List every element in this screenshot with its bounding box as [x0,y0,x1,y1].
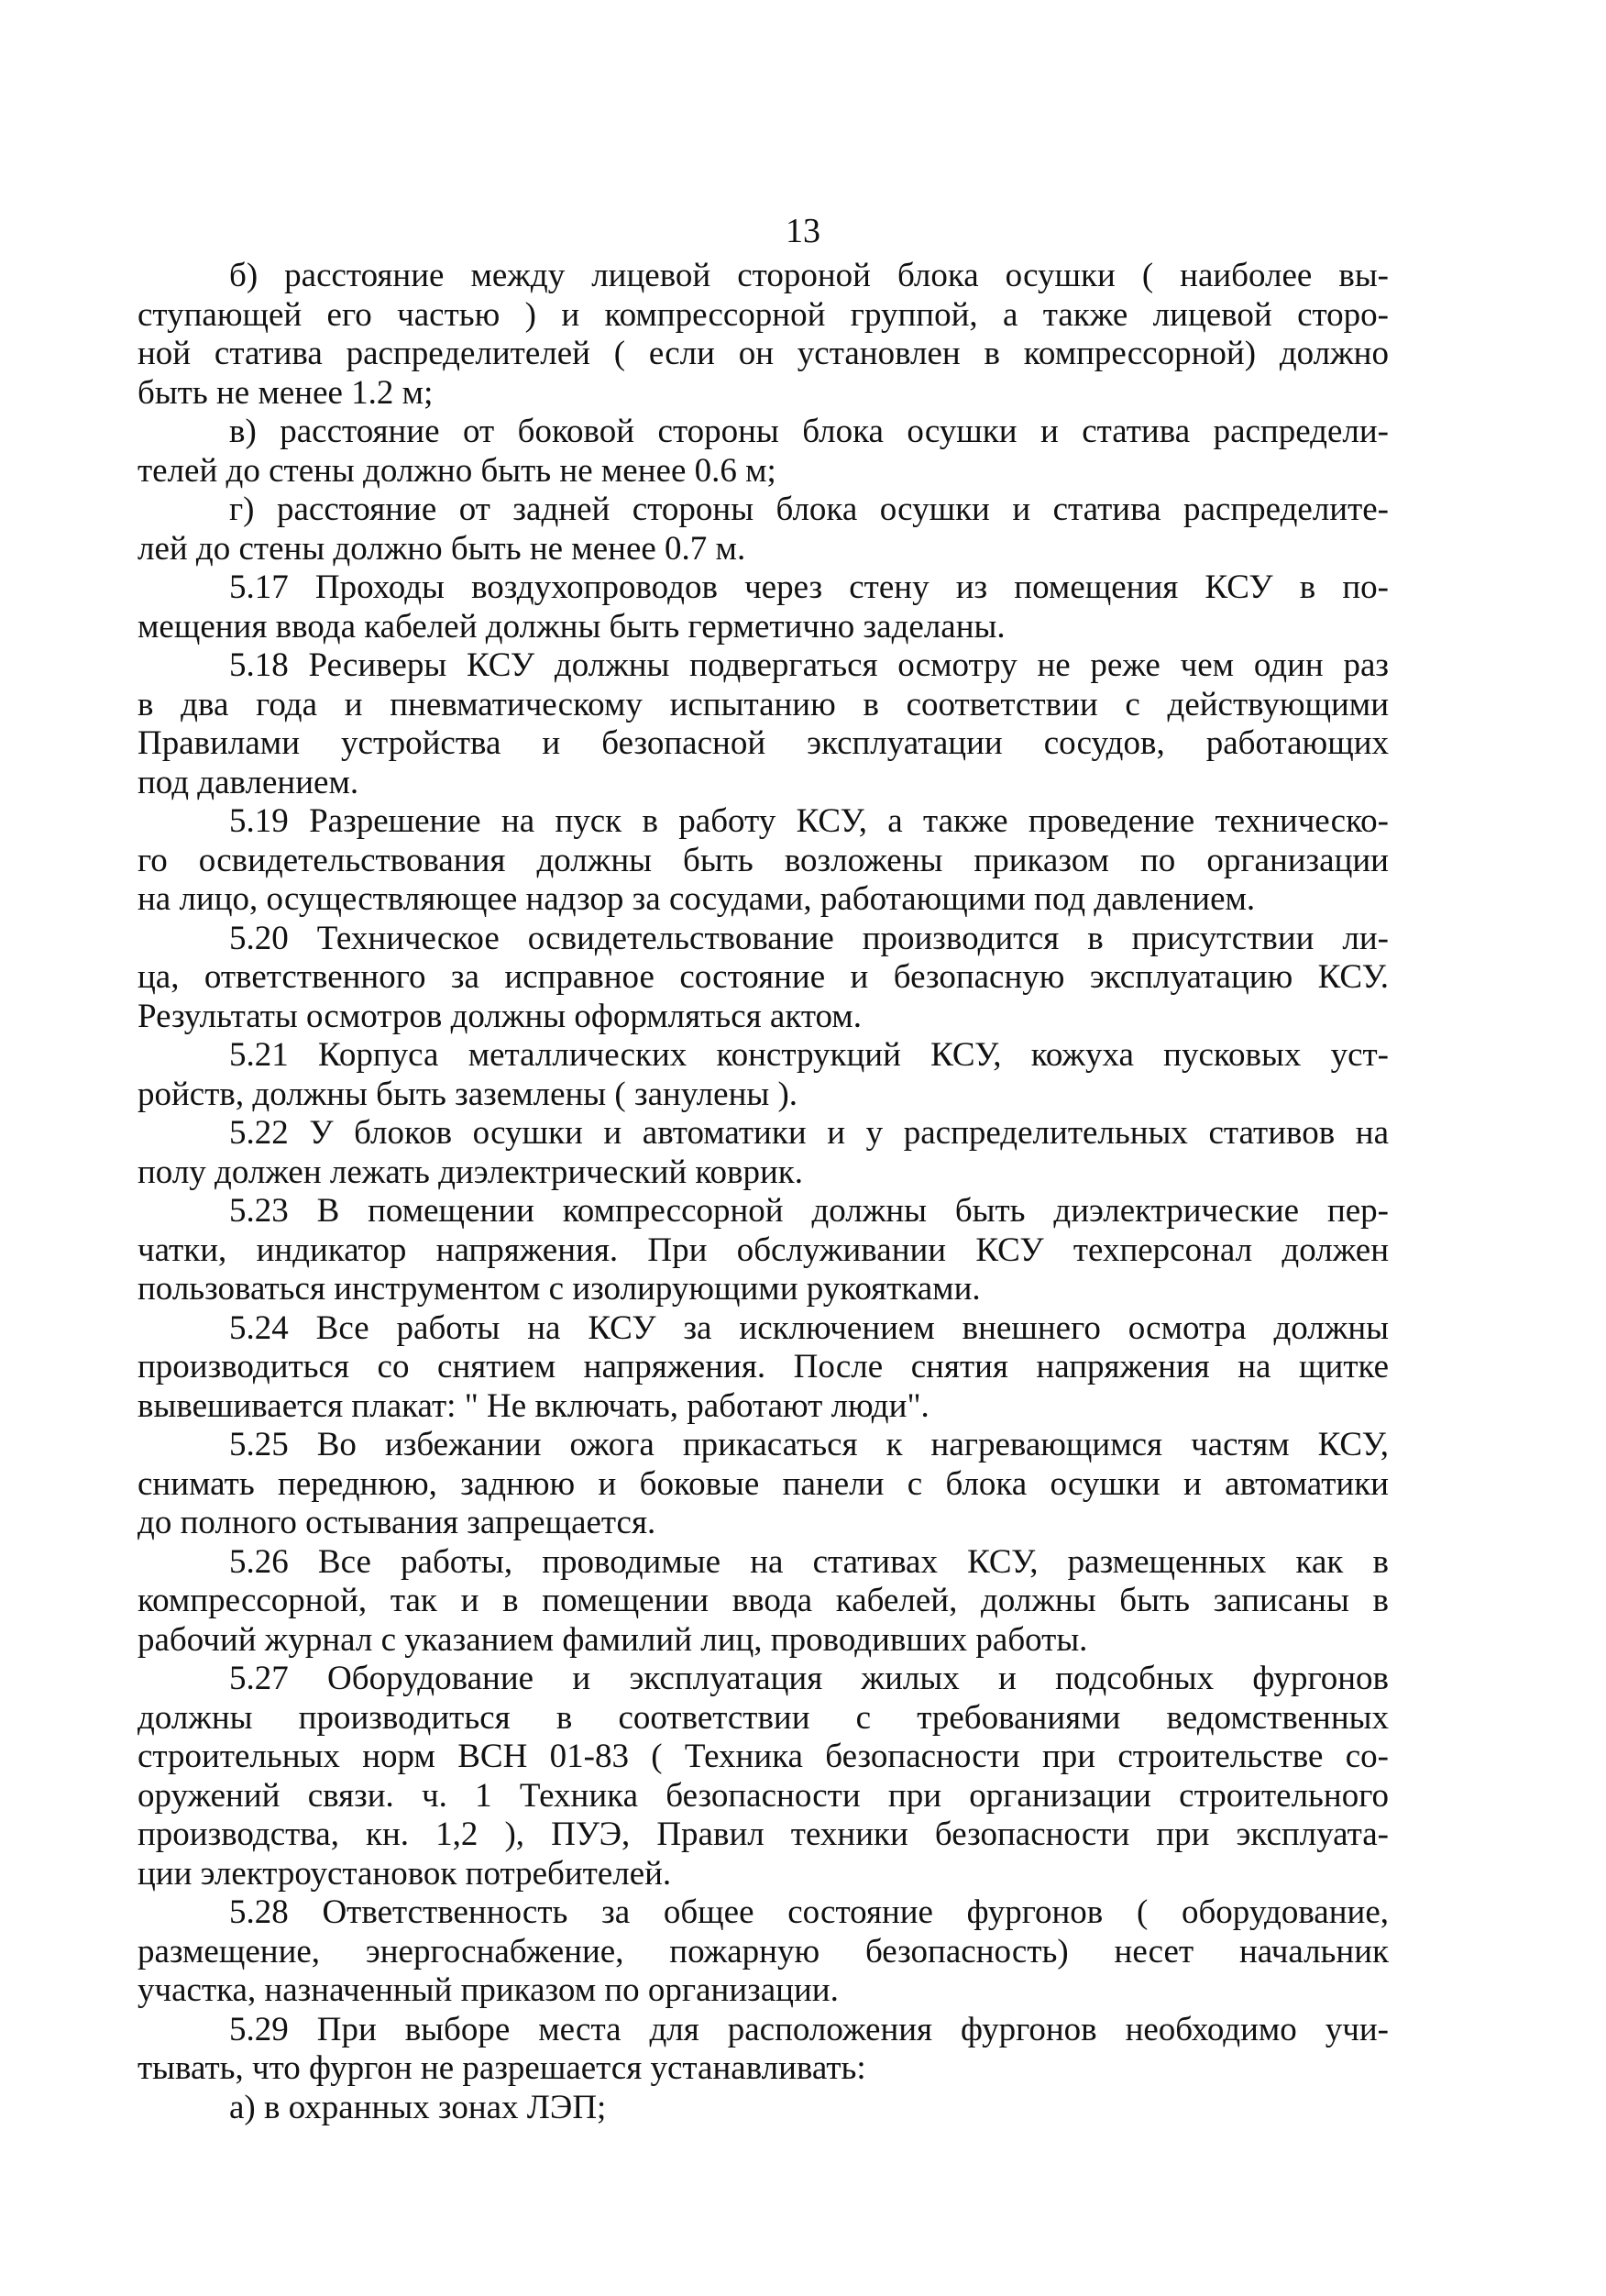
text-line: б) расстояние между лицевой стороной блока осушки ( наиболее вы- [229,257,1389,294]
text-line: строительных норм ВСН 01-83 ( Техника безопасности при строительстве со- [138,1738,1389,1775]
text-line: ции электроустановок потребителей. [138,1854,672,1893]
text-line: г) расстояние от задней стороны блока осушки и статива распределите- [229,491,1389,528]
text-line: пользоваться инструментом с изолирующими рукоятками. [138,1270,981,1308]
text-line: компрессорной, так и в помещении ввода кабелей, должны быть записаны в [138,1582,1389,1619]
text-line: размещение, энергоснабжение, пожарную безопасность) несет начальник [138,1932,1389,1970]
text-line: 5.24 Все работы на КСУ за исключением внешнего осмотра должны [229,1308,1389,1347]
text-line: быть не менее 1.2 м; [138,373,434,412]
text-line: 5.25 Во избежании ожога прикасаться к нагревающимся частям КСУ, [229,1426,1389,1463]
text-line: оружений связи. ч. 1 Техника безопасности при организации строительного [138,1776,1389,1815]
text-line: го освидетельствования должны быть возложены приказом по организации [138,841,1389,879]
text-line: чатки, индикатор напряжения. При обслуживании КСУ техперсонал должен [138,1231,1389,1269]
text-line: рабочий журнал с указанием фамилий лиц, проводивших работы. [138,1620,1088,1659]
text-line: полу должен лежать диэлектрический коврик. [138,1153,804,1191]
text-line: 5.21 Корпуса металлических конструкций КСУ, кожуха пусковых уст- [229,1036,1389,1074]
text-line: вывешивается плакат: " Не включать, работают люди". [138,1386,930,1425]
text-line: телей до стены должно быть не менее 0.6 м; [138,451,776,490]
text-line: должны производиться в соответствии с требованиями ведомственных [138,1698,1389,1737]
body-text [138,257,1389,2127]
text-line: ройств, должны быть заземлены ( занулены ). [138,1075,798,1113]
text-line: ступающей его частью ) и компрессорной группой, а также лицевой сторо- [138,295,1389,334]
text-line: Правилами устройства и безопасной эксплуатации сосудов, работающих [138,724,1389,762]
text-line: в два года и пневматическому испытанию в соответствии с действующими [138,685,1389,723]
text-line: под давлением. [138,763,359,801]
text-line: 5.19 Разрешение на пуск в работу КСУ, а также проведение техническо- [229,802,1389,840]
text-line: до полного остывания запрещается. [138,1504,656,1541]
text-line: производиться со снятием напряжения. После снятия напряжения на щитке [138,1348,1389,1385]
page-number: 13 [786,212,820,250]
text-line: снимать переднюю, заднюю и боковые панели с блока осушки и автоматики [138,1464,1389,1503]
text-line: Результаты осмотров должны оформляться актом. [138,997,862,1035]
text-line: 5.20 Техническое освидетельствование производится в присутствии ли- [229,919,1389,957]
text-line: 5.17 Проходы воздухопроводов через стену из помещения КСУ в по- [229,568,1389,606]
text-line: мещения ввода кабелей должны быть герметично заделаны. [138,607,1006,646]
text-line: участка, назначенный приказом по организации. [138,1971,839,2009]
text-line: 5.29 При выборе места для расположения фургонов необходимо учи- [229,2010,1389,2048]
text-line: а) в охранных зонах ЛЭП; [229,2088,607,2126]
text-line: 5.28 Ответственность за общее состояние фургонов ( оборудование, [229,1893,1389,1931]
text-line: в) расстояние от боковой стороны блока осушки и статива распредели- [229,413,1389,450]
text-line: ной статива распределителей ( если он установлен в компрессорной) должно [138,335,1389,372]
text-line: тывать, что фургон не разрешается устанавливать: [138,2049,866,2087]
text-line: 5.26 Все работы, проводимые на стативах КСУ, размещенных как в [229,1542,1389,1581]
text-line: лей до стены должно быть не менее 0.7 м. [138,529,746,568]
text-line: на лицо, осуществляющее надзор за сосудами, работающими под давлением. [138,880,1256,918]
text-line: 5.23 В помещении компрессорной должны быть диэлектрические пер- [229,1192,1389,1230]
text-line: ца, ответственного за исправное состояние и безопасную эксплуатацию КСУ. [138,958,1389,996]
text-line: производства, кн. 1,2 ), ПУЭ, Правил техники безопасности при эксплуата- [138,1816,1389,1853]
text-line: 5.22 У блоков осушки и автоматики и у распределительных стативов на [229,1114,1389,1152]
text-line: 5.18 Ресиверы КСУ должны подвергаться осмотру не реже чем один раз [229,646,1389,684]
text-line: 5.27 Оборудование и эксплуатация жилых и подсобных фургонов [229,1660,1389,1697]
